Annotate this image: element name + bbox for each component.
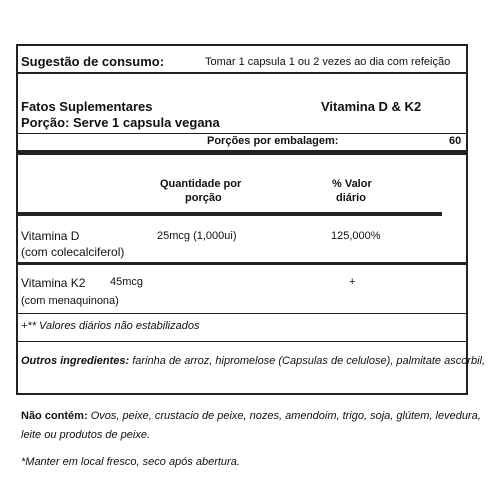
table-row-amount: 45mcg	[110, 276, 144, 288]
facts-title: Fatos Suplementares	[21, 99, 153, 114]
divider-suggestion	[16, 72, 468, 74]
col-dv-header-line1: % Valor	[332, 178, 372, 190]
not-contains-line2: leite ou produtos de peixe.	[21, 429, 151, 441]
divider-thick	[16, 150, 468, 155]
table-row-name: Vitamina D	[21, 229, 80, 243]
box-right-border	[466, 44, 468, 395]
table-row-dv: +	[349, 276, 356, 288]
table-row-dv: 125,000%	[331, 230, 381, 242]
suggestion-text: Tomar 1 capsula 1 ou 2 vezes ao dia com refeição	[205, 56, 451, 68]
box-top-border	[16, 44, 467, 46]
box-bottom-border	[16, 393, 468, 395]
other-ingredients-label: Outros ingredientes:	[21, 355, 130, 367]
other-ingredients	[21, 355, 485, 367]
servings-per-container-label: Porções por embalagem:	[207, 135, 339, 147]
suggestion-label: Sugestão de consumo:	[21, 54, 165, 69]
footnote: +** Valores diários não estabilizados	[21, 320, 200, 332]
divider-row1	[16, 262, 468, 265]
table-row-sub: (com menaquinona)	[21, 295, 119, 307]
divider-row2	[16, 313, 468, 314]
servings-per-container-value: 60	[449, 135, 462, 147]
not-contains-label: Não contém:	[21, 410, 88, 422]
product-name: Vitamina D & K2	[321, 99, 422, 114]
not-contains-text: Ovos, peixe, crustacio de peixe, nozes, amendoim, trigo, soja, glútem, levedura,	[90, 410, 481, 422]
table-row-amount: 25mcg (1,000ui)	[157, 230, 237, 242]
col-amount-header-line2: porção	[185, 192, 222, 204]
not-contains-line1	[21, 410, 481, 422]
divider-footnote	[16, 341, 468, 342]
other-ingredients-text: farinha de arroz, hipromelose (Capsulas de celulose), palmitate ascorbil,	[132, 355, 486, 367]
divider-columns	[16, 212, 442, 216]
table-row-sub: (com colecalciferol)	[21, 245, 125, 259]
box-left-border	[16, 44, 18, 395]
col-amount-header-line1: Quantidade por	[160, 178, 242, 190]
storage-note: *Manter em local fresco, seco após abertura.	[21, 456, 240, 468]
col-dv-header-line2: diário	[336, 192, 366, 204]
divider-serving	[16, 133, 468, 134]
serving-size: Porção: Serve 1 capsula vegana	[21, 115, 220, 130]
table-row-name: Vitamina K2	[21, 276, 86, 290]
